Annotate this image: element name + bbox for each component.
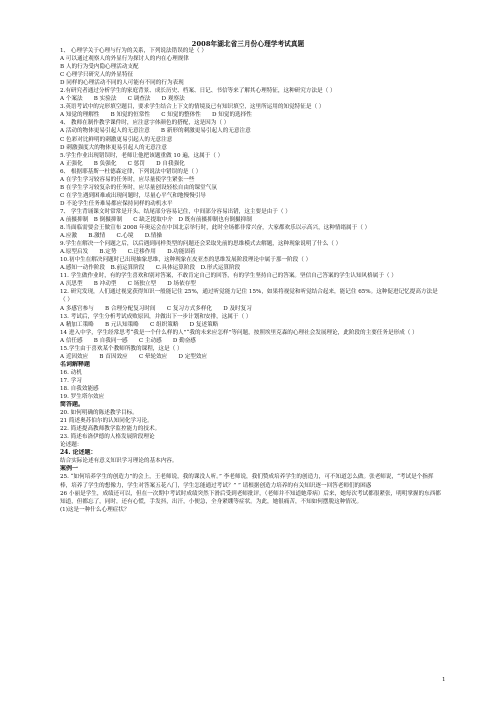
question-text: 23. 简述布洛伊德的人格发展阶段理论 [60, 434, 155, 441]
page-title: 2008年湖北省三月份心理学考试真题 [191, 40, 305, 48]
question-text: 17. 学习 [60, 377, 82, 384]
question-text: 19. 罗生塔尔效应 [60, 394, 105, 401]
question-text: 25. “如何培养学生的创造力”的会上，王老师说，我的课没人听。” 李老师说，我们赞成培养学生的创造力，可不知道怎么做。张老师说，“考试是个指挥棒，培养了学生的想像力，学生对答案五花八门，学生怎能通过考试？” ” 请根据创造力培养的有关知识逐一回答老师们的困惑 [60, 474, 434, 489]
question-text: 13. 考试后，学生分析考试成败原因，并做出下一步计划和安排，这属于（ ） [60, 313, 252, 320]
option-text: A 信任感 B 自我同一感 C 主动感 D 勤奋感 [60, 337, 196, 344]
option-text: A 沉思型 B 冲动型 C 场独立型 D 场依存型 [60, 281, 196, 288]
question-text: 18. 自我效能感 [60, 385, 99, 392]
option-text: D 不论学生任务难易都应保持同样的动机水平 [60, 200, 173, 207]
section-heading: 24. 论述题： [60, 449, 97, 457]
option-text: A.感知一动作阶段 B.前运算阶段 C.具体运算阶段 D.形式运算阶段 [60, 265, 241, 272]
question-text: 5.学生作业出现错误时，老师让他把该题重做 10 遍，这属于（ ） [60, 152, 224, 159]
question-text: 6、 根据耶基斯一杜德森定律，下列说法中错误的是（ ） [60, 168, 202, 175]
question-text: 15.学生由于喜欢某个教师所教的课程，这是（ ） [60, 345, 183, 352]
question-text: 2.有研究者通过分析学生的家庭背景、成长历史、档案、日记、书信等来了解其心理特征，这种研究方法是（ ） [60, 88, 336, 95]
question-text: 8.当面临需要会王做宣布 2008 年奥运会在中国北京举行时，此时全场都非常兴奋，大家都欢乐以示高兴，这种情绪属于（ ） [60, 225, 371, 232]
question-text: 16. 动机 [60, 369, 82, 376]
question-text: 26 小丽是学生，成绩还可以，但在一次期中考试时成绩突然下滑后受到老师批评，（老师并不知道她带病）后来，她每次考试都很紧张，明明掌握的东西都知道，但都忘了，同时，还有心慌，手发抖，出汗，小便急，全身紧绷等症状。为此，她很痛苦，不知如何摆脱这种情况。 [60, 490, 441, 505]
option-text: B 在学生学习较复杂的任务时，应尽量创设轻松自由的课堂气氛 [60, 184, 217, 191]
option-text: A.原型启发 B.定势 C.迁移作用 D.功能固着 [60, 249, 196, 256]
question-text: 4、 教师在制作教学课件时，应注意字体颜色的搭配，这是因为（ ） [60, 120, 230, 127]
option-text: A 前摄抑制 B 倒摄抑制 C 缺乏提取中介 D 既有前摄抑制也有倒摄抑制 [60, 216, 252, 223]
option-text: C 在学生遇到困难或出现问题时，尽量心平气和地慢慢引导 [60, 192, 206, 199]
question-text: 22. 简述提高教师教学监控能力的技术。 [60, 426, 161, 433]
question-text: 10.初中生在解决问题时已出现抽象思维，这种现象在皮亚杰的思维发展阶段理论中属于那一阶段（ ） [60, 257, 312, 264]
option-text: A 在学生学习较容易的任务时，应尽量使学生紧张一些 [60, 176, 195, 183]
option-text: A 知觉的理解性 B 知觉的恒常性 C 知觉的整体性 D 知觉的选择性 [60, 112, 252, 119]
question-text: 1、 心理学关于心理与行为的关系，下列说法错误的是（ ） [60, 48, 207, 54]
option-text: C 色彩对比鲜明的刺激更易引起人的无意注意 [60, 136, 173, 143]
option-text: A 正强化 B 负强化 C 惩罚 D 自我强化 [60, 160, 185, 167]
exam-body [60, 47, 442, 514]
question-text: 20. 如何明确的陈述教学目标。 [60, 410, 138, 417]
question-text: 9.学生在解决一个问题之后，以后遇到同样类型的问题还会采取先前的思维模式去解题，这种现象说明了什么（ ） [60, 241, 342, 248]
section-heading: 论述题： [60, 442, 83, 449]
section-heading: 简答题。 [60, 401, 85, 409]
option-text: D 同样的心理活动不同的人可能有不同的行为表现 [60, 80, 184, 87]
question-text: (1)这是一种什么心理症状？ [60, 506, 130, 513]
question-text: 3.英语考试中的完形填空题目，要求学生结合上下文的情境及已有知识填空，这里所运用的知觉特征是（ ） [60, 104, 325, 111]
option-text: A.应激 B.激情 C.心境 D.情操 [60, 233, 162, 240]
question-text: 结合实际论述有意义知识学习理论的基本内容。 [60, 458, 178, 465]
question-text: 12. 研究发现，人们通过视觉获得知识一般能记住 25%，通过听觉能力记住 15%，如果将视觉和听觉结合起来，能记住 65%。这种促进记忆提高方法是（ ） [60, 289, 438, 304]
question-text: 21 简述奥苏伯尔的认知同化学习论。 [60, 418, 153, 425]
option-text: A 个案法 B 实验法 C 调查法 D 观察法 [60, 96, 185, 103]
option-text: A 活动的物体更易引起人的无意注意 B 新形的刺激更易引起人的无意注意 [60, 128, 251, 135]
option-text: A 近因效应 B 首因效应 C 晕轮效应 D 定型效应 [60, 353, 208, 360]
question-text: 14 进入中学，学生经常思考“我是一个什么样的人”“我的未来应怎样”等问题，按照埃里克森的心理社会发展理论，此阶段的主要任务是形成（ ） [60, 329, 418, 336]
question-text: 7、 学生背诵课文时常常是开头、结尾部分容易记住，中间部分容易出错，这主要是由于（ ） [60, 208, 291, 215]
option-text: C 心理学只研究人的外显特征 [60, 72, 134, 79]
option-text: D 刺激强度大的物体更易引起人的无意注意 [60, 144, 167, 151]
option-text: A 多感官参与 B 合理分配复习时间 C 复习方式多样化 D 及时复习 [60, 305, 252, 312]
option-text: A 可以通过观察人的外显行为探讨人的内在心理规律 [60, 56, 189, 63]
question-text: 11. 学生做作业时，有的学生喜欢和别对答案，不敢肯定自己的回答，有的学生坚持自己的答案。坚信自己答案的学生认知风格属于（ ） [60, 273, 397, 280]
option-text: A 精加工策略 B 元认知策略 C 组织策略 D 复述策略 [60, 321, 219, 328]
section-heading: 名词解释题 [60, 360, 91, 368]
page-number: 1 [442, 677, 446, 683]
section-heading: 案例一 [60, 465, 79, 473]
option-text: B 人的行为受内隐心理活动支配 [60, 64, 139, 71]
